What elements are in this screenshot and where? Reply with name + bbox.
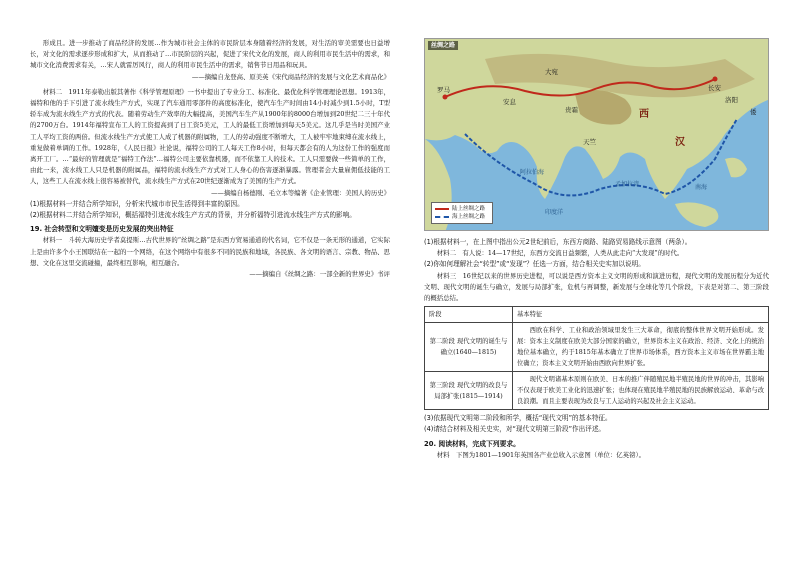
- material-passage-c: 材料三 16世纪以来的世界历史进程，可以说是西方资本主义文明的形成和演进历程，现代文明的发展历程分为近代文明、现代文明的诞生与确立，发展与局部扩张，危机与再调整，新发展与全球化等几个阶段，下表是对第二、第三阶段的概括总结。: [424, 271, 769, 303]
- map-label-dayuan: 大宛: [545, 68, 558, 76]
- legend-item-land: [435, 205, 489, 213]
- question-19-3: (3)依据现代文明第二阶段和所学，概括“现代文明”的基本特征。: [424, 414, 612, 423]
- legend-swatch-land: [435, 208, 449, 210]
- legend-label-land: 陆上丝绸之路: [452, 206, 486, 212]
- map-label-guishuang: 贵霜: [565, 106, 578, 114]
- table-cell-feature: 西欧在科学、工业和政治领域里发生三大革命，彻底的整体世界文明开始形成。发展：资本主义制度在欧美大部分国家的确立，世界资本主义在政治、经济、文化上的统治地位基本确立，约于1815年基本确立了世界市场体系，西方资本主义市场在世界霸主地位确立；资本主义文明开始由西欧向世界扩张。: [513, 323, 769, 372]
- table-cell-stage: 第二阶段 现代文明的诞生与确立(1640—1815): [425, 323, 513, 372]
- civilization-stages-table: [424, 306, 769, 410]
- left-column: [30, 38, 390, 280]
- table-cell-stage: 第三阶段 现代文明的改良与局部扩张(1815—1914): [425, 372, 513, 410]
- map-label-han: 汉: [675, 137, 685, 148]
- map-label-indian-ocean: 印度洋: [545, 209, 564, 216]
- map-label-luoyang: 洛阳: [725, 96, 738, 104]
- material-passage-b: 材料二 有人说：14—17世纪，东西方交流日益频繁，人类从此走向“大发现”的时代。: [436, 249, 684, 258]
- map-label-west: 西: [639, 109, 649, 120]
- question-20-heading: 20. 阅读材料，完成下列要求。: [424, 439, 520, 448]
- map-legend: [431, 202, 493, 224]
- city-marker-changan: [713, 77, 718, 82]
- map-label-anxi: 安息: [503, 98, 516, 106]
- question-19-heading: 19. 社会转型和文明嬗变是历史发展的突出特征: [30, 225, 174, 234]
- right-column: [424, 38, 769, 461]
- question-19-2: (2)你如何理解社会“转型”或“发现”？任选一方面，结合相关史实加以说明。: [424, 260, 645, 269]
- map-title: 丝绸之路: [428, 41, 458, 50]
- table-row: [425, 323, 769, 372]
- table-row: [425, 372, 769, 410]
- map-label-rome: 罗马: [437, 86, 450, 94]
- table-header-row: [425, 307, 769, 323]
- map-label-changan: 长安: [708, 84, 721, 92]
- table-header-stage: 阶段: [425, 307, 513, 323]
- source-citation-2: ——摘编自杨德刚、毛立本等编著《企业管理：美国人的历史》: [211, 188, 390, 197]
- question-19-1: (1)根据材料一，在上图中指出公元2世纪前后，东西方商路、陆路贸易路线示意图（两条）。: [424, 238, 692, 246]
- silk-road-map: [424, 38, 769, 231]
- question-2: (2)根据材料二并结合所学知识，概括福特引进流水线生产方式的背景，并分析福特引进流水线生产方式的影响。: [30, 211, 356, 220]
- map-label-wa: 倭: [750, 108, 757, 116]
- legend-item-sea: [435, 213, 489, 221]
- legend-label-sea: 海上丝绸之路: [452, 214, 486, 220]
- map-label-bay-of-bengal: 孟加拉湾: [615, 181, 640, 188]
- material-passage-1: 形成且。进一步推动了商品经济的发展…作为城市社会主体的市民阶层本身随着经济的发展，对生活的审美需要也日益增长，对文化的需求逐步形成和扩大，从而推动了…市民阶层的兴起，促进了宋代文化的发展，商人的利用市民生活中的需求，和城市文化消费需求有关，…宋人就雷厉风行，商人的利用市民生活中的需求，销售节日用品和玩具。: [30, 39, 390, 70]
- question-19-4: (4)请结合材料及相关史实，对“现代文明第三阶段”作出评述。: [424, 425, 606, 434]
- map-label-arabian-sea: 阿拉伯海: [520, 169, 545, 176]
- city-marker-rome: [443, 95, 448, 100]
- legend-swatch-sea: [435, 216, 449, 218]
- map-label-south-sea: 南海: [695, 184, 708, 191]
- material-passage-d: 材料 下图为1801—1901年英国各产业总收入示意图（单位：亿英镑）。: [436, 450, 646, 459]
- source-citation-1: ——摘编自龙登高、原美英《宋代商品经济的发展与文化艺术商品化》: [191, 72, 390, 81]
- table-header-feature: 基本特征: [513, 307, 769, 323]
- source-citation-3: ——摘编自《丝绸之路：一部全新的世界史》书评: [249, 270, 390, 279]
- table-cell-feature: 现代文明诸基本原则在欧美、日本的推广伴随殖民地半殖民地的世界的冲击，其影响不仅表现于欧美工业化的迅速扩张；也体现在殖民地半殖民地的民族解放运动、革命与改良浪潮。而且主要表现为改良与工人运动的兴起及社会主义运动。: [513, 372, 769, 410]
- question-1: (1)根据材料一并结合所学知识，分析宋代城市市民生活得到丰富的原因。: [30, 199, 244, 208]
- map-label-tianzhu: 天竺: [583, 138, 596, 146]
- material-passage-3: 材料一 斗转大海历史学者莫提斯…古代世界的“丝绸之路”是东西方贸易通道的代名词，它不仅是一条无形的通道，它实际上是由许多个小王国联结在一起的一个网络，在这个网络中有很多不同的民族和地域，各民族、各文明的语言、宗教、物品、思想、文化在这里交流碰撞，最终相互影响，相互融合。: [30, 236, 390, 267]
- material-passage-2: 材料二 1911年泰勒出版其著作《科学管理原理》一书中提出了专业分工、标准化、最优化科学管理理论思想。1913年，福特和他的手下引进了流水线生产方式，实现了汽车通用零部件的高度标准化，使汽车生产时间由14小时减少到1.5小时，T型轿车成为流水线生产方式的代表。随着劳动生产效率的大幅提高，美国汽车生产从1900年的8000台增加到20世纪二三十年代的2700万台。1914年福特宣布工人的工资提高到了日工资5美元，工人的最低工资增加到每天5美元。这几乎是当时美国产业工人平均工资的两倍。但流水线生产方式使工人成了机器的附属物，工人的劳动强度不断增大，工人被牢牢地束缚在流水线上，重复做着单调的工作。1928年，《人民日报》社论说，福特公司的工人每天工作8小时，但每天都会有的人为这份工作的强度而离开工厂。…“最好的管理就是“福特工作法”…福特公司主要依靠机器，而不依靠工人的技术。工人只需要做一些简单的工作，由此一来，流水线工人只是机器的附属品，福特的流水线生产方式对工人身心的伤害逐渐暴露。管理者会大量雇佣低技能的工人，这些工人在流水线上很容易被替代，流水线生产方式在20世纪逐渐成为了美国的生产方式。: [30, 87, 390, 186]
